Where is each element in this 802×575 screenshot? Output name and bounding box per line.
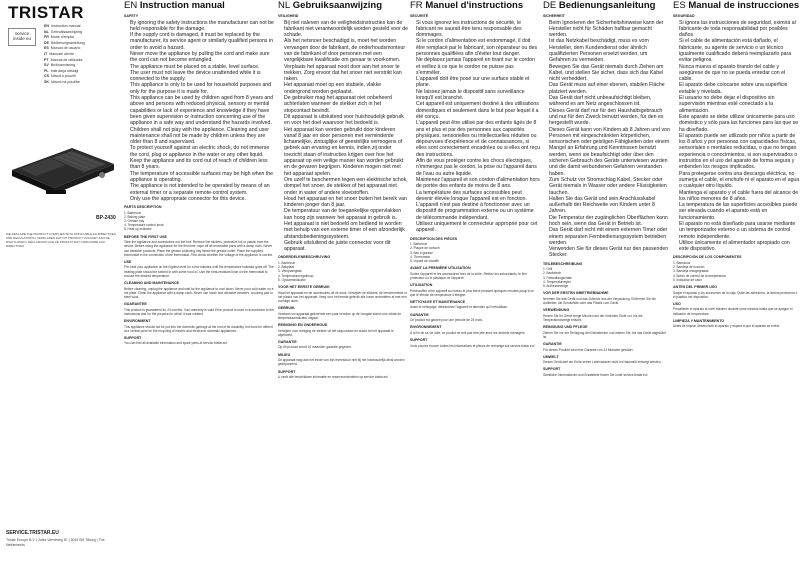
- cleaning-title: REINIGUNG UND PFLEGE: [543, 325, 588, 330]
- environment-title: MILIEU: [278, 352, 291, 357]
- before-text: Saque el aparato y los accesorios de la caja. Quite las adhesivos, la lámina protectora o el plástico del dispositivo.: [673, 290, 798, 299]
- section-nl: [278, 0, 408, 575]
- list-item: • Beim Ignorieren der Sicherheitshinweise kann der Hersteller nicht für Schäden haftbar gemacht werden.: [549, 20, 670, 39]
- list-item: • Ne laissez jamais le dispositif sans surveillance lorsqu'il est branché.: [416, 89, 540, 102]
- list-item: 4. Temperatuurregelknop: [278, 273, 314, 278]
- section-heading: ES Manual de instrucciones: [673, 0, 800, 11]
- cover-footer: [6, 530, 116, 547]
- list-item: • The user must not leave the device unattended while it is connected to the supply.: [130, 70, 274, 83]
- section-heading: DE Bedienungsanleitung: [543, 0, 656, 11]
- use-text: Pre-heat your appliance on the highest level for a few minutes until the temperature indicator goes off. The heating plate should be rubbed in with some food oil. Use the heat-resistant knob on the thermostat to choose the desired temperature.: [124, 265, 274, 278]
- list-item: • This appliance is only to be used for household purposes and only for the purpose it is made for.: [130, 82, 274, 95]
- section-en: [124, 0, 274, 575]
- parts-title: PARTS DESCRIPTION: [124, 205, 162, 210]
- list-item: 1. Barbecue: [278, 260, 296, 265]
- guarantee-title: GARANTIE: [410, 312, 429, 317]
- list-item: • The appliance is not intended to be operated by means of an external timer or a separate remote-control system.: [130, 183, 274, 196]
- service-badge: service inside eu: [8, 28, 36, 46]
- list-item: • This appliance can be used by children aged from 8 years and above and persons with reduced physical, sensory or mental capabilities or lack of experience and knowledge if they have been given supervision or instruction concerning use of the appliance in a safe way and understand the hazards involved. Children shall not play with the appliance. Cleaning and user maintenance shall not be made by children unless they are older than 8 and supervised.: [130, 95, 274, 145]
- cleaning-title: NETTOYAGE ET MAINTENANCE: [410, 299, 466, 304]
- before-title: AVANT LA PREMIÈRE UTILISATION: [410, 266, 471, 271]
- list-item: • Das Gerät darf nicht unbeaufsichtigt bleiben, während es am Netz angeschlossen ist.: [549, 95, 670, 108]
- list-item: 3. Bac à graisse: [410, 250, 433, 255]
- parts-list: [673, 261, 800, 282]
- list-item: 3. Grease tray: [124, 219, 145, 224]
- support-text: U vindt alle beschikbare informatie en reserveonderdelen op service.tristar.eu!: [278, 375, 389, 380]
- use-title: VERWENDUNG: [543, 308, 570, 313]
- product-grill-image: [6, 120, 118, 212]
- cleaning-text: Antes de limpiar, desenchufe el aparato y espere a que el aparato se enfríe.: [673, 324, 781, 329]
- use-text: Préchauffez votre appareil au niveau le plus élevé pendant quelques minutes jusqu'à ce que le témoin de température s'éteigne.: [410, 288, 534, 297]
- list-item: 4. Temperature control knob: [124, 223, 164, 228]
- company-address: Tristar Europe B.V. | Jules Verneweg 87 | 5015 BH Tilburg | The Netherlands: [6, 538, 105, 547]
- list-item: • Houd het apparaat en het snoer buiten het bereik van kinderen jonger dan 8 jaar.: [284, 196, 408, 209]
- language-item[interactable]: EN Instruction manual: [44, 24, 81, 28]
- list-item: • Het apparaat is niet bedoeld om bediend te worden met behulp van een externe timer of een afzonderlijk afstandsbedieningssysteem.: [284, 221, 408, 240]
- language-item[interactable]: PT Manual de utilizador: [44, 57, 83, 62]
- support-title: SUPPORT: [124, 335, 142, 340]
- model-number: BP-2430: [96, 215, 116, 221]
- safety-title: SICHERHEIT: [543, 14, 565, 18]
- use-title: UTILISATION: [410, 283, 433, 288]
- list-item: • L'appareil peut être utilisé par des enfants âgés de 8 ans et plus et par des personnes aux capacités physiques, sensorielles ou intellectuelles réduites ou dépourvues d'expérience et de connaissances, si elles sont correctement encadrées ou si elles ont reçu des instructions.: [416, 120, 540, 158]
- list-item: 5. Voyant de chauffe: [410, 258, 440, 263]
- parts-title: TEILEBESCHREIBUNG: [543, 261, 583, 266]
- use-text: Precaliente el aparato al nivel máximo durante unos minutos hasta que se apague el indicador de temperatura.: [673, 307, 793, 316]
- list-item: • Ist das Netzkabel beschädigt, muss es vom Hersteller, dem Kundendienst oder ähnlich qualifizierten Personen ersetzt werden, um Gefahren zu vermeiden.: [549, 38, 670, 63]
- list-item: • La température des surfaces accessibles peut devenir élevée lorsque l'appareil est en fonction.: [416, 190, 540, 203]
- cleaning-title: LIMPIEZA Y MANTENIMIENTO: [673, 318, 725, 323]
- list-item: • Das Gerät muss auf einer ebenen, stabilen Fläche platziert werden.: [549, 82, 670, 95]
- list-item: • Only use the appropriate connector for this device.: [130, 196, 274, 202]
- support-title: SUPPORT: [543, 367, 561, 372]
- list-item: 2. Bakplaat: [278, 265, 294, 270]
- before-title: BEFORE THE FIRST USE: [124, 234, 167, 239]
- list-item: • Dieses Gerät kann von Kindern ab 8 Jahren und von Personen mit eingeschränkten körperlichen, sensorischen oder geistigen Fähigkeiten oder einem Mangel an Erfahrung und Kenntnissen benutzt werden, wenn sie beaufsichtigt oder über den sicheren Gebrauch des Geräts unterwiesen wurden und die damit verbundenen Gefahren verstanden haben.: [549, 127, 670, 177]
- language-list: [44, 24, 118, 86]
- list-item: • Bewegen Sie das Gerät niemals durch Ziehen am Kabel, und stellen Sie sicher, dass sich das Kabel nicht verheddert.: [549, 64, 670, 83]
- list-item: • L'appareil n'est pas destiné à fonctionner avec un dispositif de programmation externe ou un système de télécommande indépendant.: [416, 202, 540, 221]
- environment-text: This appliance should not be put into the domestic garbage at the end of its durability, but must be offered at a central point for the recycling of electric and electronic domestic appliances.: [124, 324, 273, 333]
- list-item: 4. Thermostat: [410, 254, 430, 259]
- list-item: • The temperature of accessible surfaces may be high when the appliance is operating.: [130, 171, 274, 184]
- before-text: Take the appliance and accessories out the box. Remove the stickers, protective foil or plastic from the device. Before using the appliance for the first time, wipe off all removable parts with a damp cloth. Never use abrasive products. Place the grease collecting tray below the grease outlet. Place the supplied thermostat in the connection of the thermostat. First check whether the voltage of the appliance is correct.: [124, 240, 273, 257]
- list-item: • To protect yourself against an electric shock, do not immerse the cord, plug or appliance in the water or any other liquid.: [130, 145, 274, 158]
- environment-title: ENVIRONNEMENT: [410, 325, 442, 330]
- safety-list: [410, 20, 540, 234]
- parts-list: [543, 267, 670, 288]
- guarantee-text: Op dit product wordt 24 maanden garantie gegeven.: [278, 345, 352, 350]
- safety-title: SAFETY: [124, 14, 139, 18]
- list-item: 1. Barbecue: [410, 242, 428, 247]
- use-title: USE: [124, 259, 132, 264]
- list-item: • Si el cable de alimentación está dañado, el fabricante, su agente de servicio o un técnico igualmente cualificado deberá reemplazarlo para evitar peligros.: [679, 38, 800, 63]
- section-heading: NL Gebruiksaanwijzing: [278, 0, 383, 11]
- list-item: • The appliance must be placed on a stable, level surface.: [130, 64, 274, 70]
- safety-list: [543, 20, 670, 259]
- parts-list: [410, 242, 540, 263]
- support-text: Sämtliche Informationen und Ersatzteile finden Sie unter service.tristar.eu!: [543, 372, 648, 377]
- support-title: SUPPORT: [410, 338, 428, 343]
- before-title: VOOR HET EERSTE GEBRUIK: [278, 285, 330, 289]
- section-es: [673, 0, 800, 575]
- language-item[interactable]: SV Bruksanvisning: [44, 63, 76, 68]
- support-title: SUPPORT: [278, 369, 296, 374]
- list-item: 2. Bandeja de cocción: [673, 265, 705, 270]
- environment-title: UMWELT: [543, 354, 559, 359]
- guarantee-text: Für dieses Produkt wird eine Garantie von 24 Monaten gewährt.: [543, 347, 634, 352]
- guarantee-title: GARANTIE: [278, 339, 297, 344]
- list-item: • Keep the appliance and its cord out of reach of children less than 8 years.: [130, 158, 274, 171]
- cleaning-text: Verwijder voor reiniging de stekker uit het stopcontact en wacht tot het apparaat is afgekoeld.: [278, 328, 394, 337]
- list-item: • Das Gerät darf nicht mit einem externen Timer oder einem separaten Fernbedienungssystem betrieben werden.: [549, 227, 670, 246]
- language-item[interactable]: ES Manual de usuario: [44, 46, 81, 51]
- list-item: • Gebruik uitsluitend de juiste connector voor dit apparaat.: [284, 240, 408, 253]
- service-website[interactable]: SERVICE.TRISTAR.EU: [6, 530, 59, 536]
- cleaning-text: Avant le nettoyage, débranchez l'appareil et attendez qu'il refroidisse.: [410, 305, 508, 310]
- language-item[interactable]: FR Mode d'emploi: [44, 35, 75, 40]
- language-item[interactable]: DE Bedienungsanleitung: [44, 40, 85, 45]
- list-item: • El aparato no está diseñado para usarse mediante un temporizador externo o un sistema de control remoto independiente.: [679, 221, 800, 240]
- list-item: 2. Backblech: [543, 271, 562, 276]
- list-item: 1. Barbacoa: [673, 260, 691, 265]
- compliance-text: WE DECLARE THE PRODUCT COMPLIES WITH APPLICABLE EU DIRECTIVES AND REGULATIONS | VERKLAREN DAT DIT PRODUCT VOLDOET AAN DE RICHTLIJNEN | DÉCLARONS QUE CE PRODUIT EST CONFORME AUX DIRECTIVES: [6, 232, 116, 248]
- language-item[interactable]: CS Návod k použití: [44, 74, 76, 79]
- section-fr: [410, 0, 540, 575]
- language-item[interactable]: NL Gebruiksaanwijzing: [44, 29, 82, 34]
- use-title: GEBRUIK: [278, 306, 295, 311]
- list-item: 4. Botón de control de la temperatura: [673, 273, 726, 278]
- list-item: • L'appareil doit être posé sur une surface stable et plane.: [416, 76, 540, 89]
- support-text: You can find all available information and spare parts at service.tristar.eu!: [124, 341, 228, 346]
- list-item: 1. Grill: [543, 267, 553, 272]
- list-item: • Als het netsnoer beschadigd is, moet het worden vervangen door de fabrikant, de onderhoudsmonteur van de fabrikant of door personen met een vergelijkbare kwalificatie om gevaar te voorkomen.: [284, 38, 408, 63]
- list-item: • Om uzelf te beschermen tegen een elektrische schok, dompel het snoer, de stekker of het apparaat niet onder in water of andere vloeistoffen.: [284, 177, 408, 196]
- list-item: • Este aparato se debe utilizar únicamente para uso doméstico y sólo para las funciones para las que se ha diseñado.: [679, 114, 800, 133]
- use-text: Heizen Sie Ihr Gerät einige Minuten auf der höchsten Stufe vor, bis die Temperaturanzeige erlischt.: [543, 313, 643, 322]
- section-de: [543, 0, 670, 575]
- list-item: 3. Bandeja recogegrasas: [673, 269, 709, 274]
- use-text: Verwarm uw apparaat gedurende een paar minuten op de hoogste stand voor totdat de temperatuurindicator uitgaat.: [278, 311, 401, 320]
- safety-title: VEILIGHEID: [278, 14, 299, 18]
- list-item: • Si vous ignorez les instructions de sécurité, le fabricant ne saurait être tenu responsable des dommages.: [416, 20, 540, 39]
- list-item: • Verwenden Sie für dieses Gerät nur den passenden Stecker.: [549, 246, 670, 259]
- list-item: 2. Plaque de cuisson: [410, 246, 440, 251]
- parts-title: ONDERDELENBESCHRIJVING: [278, 255, 331, 260]
- environment-text: Dit apparaat mag aan het einde van zijn levensduur niet bij het huishoudelijk afval worden gedeponeerd.: [278, 358, 405, 367]
- list-item: • Never move the appliance by pulling the cord and make sure the cord can not become entangled.: [130, 51, 274, 64]
- cleaning-text: Ziehen Sie vor der Reinigung den Netzstecker und warten Sie, bis das Gerät abgekühlt ist.: [543, 330, 666, 339]
- list-item: • El aparato debe colocarse sobre una superficie estable y nivelada.: [679, 82, 800, 95]
- environment-title: ENVIRONMENT: [124, 319, 151, 324]
- safety-list: [278, 20, 408, 253]
- list-item: 1. Barbecue: [124, 210, 142, 215]
- guarantee-title: GARANTIE: [543, 342, 562, 347]
- safety-list: [673, 20, 800, 253]
- list-item: • Si le cordon d'alimentation est endommagé, il doit être remplacé par le fabricant, son réparateur ou des personnes qualifiées afin d'éviter tout danger.: [416, 38, 540, 57]
- list-item: 5. Indicador de calor: [673, 277, 702, 282]
- parts-list: [278, 261, 408, 282]
- list-item: 4. Temperaturregler: [543, 279, 571, 284]
- cover-panel: [0, 0, 120, 575]
- list-item: • By ignoring the safety instructions the manufacturer can not be held responsible for the damage.: [130, 20, 274, 33]
- safety-title: SÉCURITÉ: [410, 14, 429, 18]
- list-item: • El usuario no debe dejar el dispositivo sin supervisión mientras esté conectado a la alimentación.: [679, 95, 800, 114]
- brand-logo: TRISTAR: [8, 3, 84, 22]
- list-item: • Ne déplacez jamais l'appareil en tirant sur le cordon et veillez à ce que le cordon ne puisse pas s'emmêler.: [416, 57, 540, 76]
- list-item: • Para protegerse contra una descarga eléctrica, no sumerja el cable, el enchufe ni el aparato en el agua o cualquier otro líquido.: [679, 171, 800, 190]
- list-item: • Het apparaat kan worden gebruikt door kinderen vanaf 8 jaar en door personen met verminderde lichamelijke, zintuiglijke of geestelijke vermogens of gebrek aan ervaring en kennis, indien zij onder toezicht staan of instructies krijgen over hoe het apparaat op een veilige manier kan worden gebruikt en de gevaren begrijpen. Kinderen mogen niet met het apparaat spelen.: [284, 127, 408, 177]
- guarantee-text: Ce produit est garanti pour une période de 24 mois.: [410, 318, 483, 323]
- list-item: • El aparato puede ser utilizado por niños a partir de los 8 años y por personas con capacidades físicas, sensoriales o mentales reducidas, o que no tengan experiencia o conocimientos, si son supervisados o instruidos en el uso del aparato de forma segura y entienden los riesgos implicados.: [679, 133, 800, 171]
- list-item: • De gebruiker mag het apparaat niet onbeheerd achterlaten wanneer de stekker zich in het stopcontact bevindt.: [284, 95, 408, 114]
- list-item: • Nunca mueva el aparato tirando del cable y asegúrese de que no se pueda enredar con el cable.: [679, 64, 800, 83]
- list-item: 2. Baking plate: [124, 214, 146, 219]
- support-text: Vous pouvez trouver toutes les informations et pièces de rechange sur service.tristar.eu !: [410, 343, 536, 348]
- guarantee-title: GUARANTEE: [124, 302, 147, 307]
- list-item: • Verplaats het apparaat nooit door aan het snoer te trekken. Zorg ervoor dat het snoer niet verstrikt kan raken.: [284, 64, 408, 83]
- list-item: • Cet appareil est uniquement destiné à des utilisations domestiques et seulement dans le but pour lequel il a été conçu.: [416, 101, 540, 120]
- cleaning-title: REINIGING EN ONDERHOUD: [278, 323, 328, 328]
- list-item: 5. Opwarmindicator: [278, 277, 306, 282]
- list-item: • Utilice únicamente el alimentador apropiado con este dispositivo.: [679, 240, 800, 253]
- list-item: • Maintenez l'appareil et son cordon d'alimentation hors de portée des enfants de moins de 8 ans.: [416, 177, 540, 190]
- language-item[interactable]: SK Návod na použitie: [44, 79, 80, 84]
- safety-list: [124, 20, 274, 203]
- guarantee-text: This product is guaranteed for 24 months. Your warranty is valid if the product is used in accordance to the instructions and for the purpose for which it was created.: [124, 307, 274, 316]
- list-item: • Dieses Gerät darf nur für den Haushaltsgebrauch und nur für den Zweck benutzt werden, für den es hergestellt wurde.: [549, 108, 670, 127]
- list-item: • Het apparaat moet op een stabiele, vlakke ondergrond worden geplaatst.: [284, 82, 408, 95]
- list-item: • De temperatuur van de toegankelijke oppervlakken kan hoog zijn wanneer het apparaat in gebruik is.: [284, 208, 408, 221]
- list-item: • Afin de vous protéger contre les chocs électriques, n'immergez pas le cordon, la prise ou l'appareil dans de l'eau ou autre liquide.: [416, 158, 540, 177]
- cleaning-text: Before cleaning, unplug the appliance and wait for the appliance to cool down. Never pour cold water on a hot plate. Clean the appliance with a damp cloth. Never use harsh and abrasive cleaners, scouring pad or steel wool.: [124, 286, 274, 299]
- before-text: Haal het apparaat en de accessoires uit de doos. Verwijder de stickers, de beschermfolie of het plastic van het apparaat. Veeg voor het eerste gebruik alle losse onderdelen af met een vochtige doek.: [278, 290, 407, 303]
- list-item: 5. Aufheizanzeige: [543, 284, 569, 289]
- list-item: • Dit apparaat is uitsluitend voor huishoudelijk gebruik en voor het doel waarvoor het bedoeld is.: [284, 114, 408, 127]
- list-item: 5. Heat up indicator: [124, 227, 152, 232]
- before-text: Nehmen Sie das Gerät und das Zubehör aus der Verpackung. Entfernen Sie die Aufkleber, die Schutzfolie oder das Plastik vom Gerät.: [543, 296, 656, 305]
- list-item: • La temperatura de las superficies accesibles puede ser elevada cuando el aparato está en funcionamiento.: [679, 202, 800, 221]
- section-heading: EN Instruction manual: [124, 0, 225, 11]
- before-text: Sortez l'appareil et les accessoires hors de la boîte. Retirez les autocollants, le film protecteur ou le plastique de l'appareil.: [410, 271, 527, 280]
- list-item: • If the supply cord is damaged, it must be replaced by the manufacturer, its service agent or similarly qualified persons in order to avoid a hazard.: [130, 32, 274, 51]
- list-item: • Halten Sie das Gerät und sein Anschlusskabel außerhalb der Reichweite von Kindern unter 8 Jahren.: [549, 196, 670, 215]
- list-item: • Bij niet naleven van de veiligheidsinstructies kan de fabrikant niet verantwoordelijk worden gesteld voor de schade.: [284, 20, 408, 39]
- section-heading: FR Manuel d'instructions: [410, 0, 524, 11]
- safety-title: SEGURIDAD: [673, 14, 695, 18]
- list-item: • Mantenga el aparato y el cable fuera del alcance de los niños menores de 8 años.: [679, 190, 800, 203]
- parts-title: DESCRIPTION DES PIÈCES: [410, 236, 458, 241]
- list-item: • Zum Schutz vor Stromschlag Kabel, Stecker oder Gerät niemals in Wasser oder andere Flüssigkeiten tauchen.: [549, 177, 670, 196]
- list-item: • Utilisez uniquement le connecteur approprié pour cet appareil.: [416, 221, 540, 234]
- list-item: • Si ignora las instrucciones de seguridad, eximirá al fabricante de toda responsabilidad por posibles daños.: [679, 20, 800, 39]
- before-title: ANTES DEL PRIMER USO: [673, 285, 718, 289]
- before-title: VOR DER ERSTEN INBETRIEBNAHME: [543, 291, 609, 296]
- use-title: USO: [673, 301, 681, 306]
- language-item[interactable]: PL Instrukcja obsługi: [44, 68, 79, 73]
- environment-text: À la fin de sa vie utile, ce produit ne doit pas être jeté avec les déchets ménagers.: [410, 330, 526, 335]
- parts-list: [124, 211, 274, 232]
- parts-title: DESCRIPCIÓN DE LOS COMPONENTES: [673, 255, 742, 260]
- cleaning-title: CLEANING AND MAINTENANCE: [124, 281, 179, 286]
- language-item[interactable]: IT Manuale utente: [44, 51, 74, 56]
- environment-text: Dieses Gerät darf am Ende seiner Lebensdauer nicht im Hausmüll entsorgt werden.: [543, 360, 662, 365]
- list-item: • Die Temperatur der zugänglichen Oberflächen kann hoch sein, wenn das Gerät in Betrieb ist.: [549, 215, 670, 228]
- list-item: 3. Fettauffangschale: [543, 275, 572, 280]
- list-item: 3. Vetopvangbak: [278, 269, 302, 274]
